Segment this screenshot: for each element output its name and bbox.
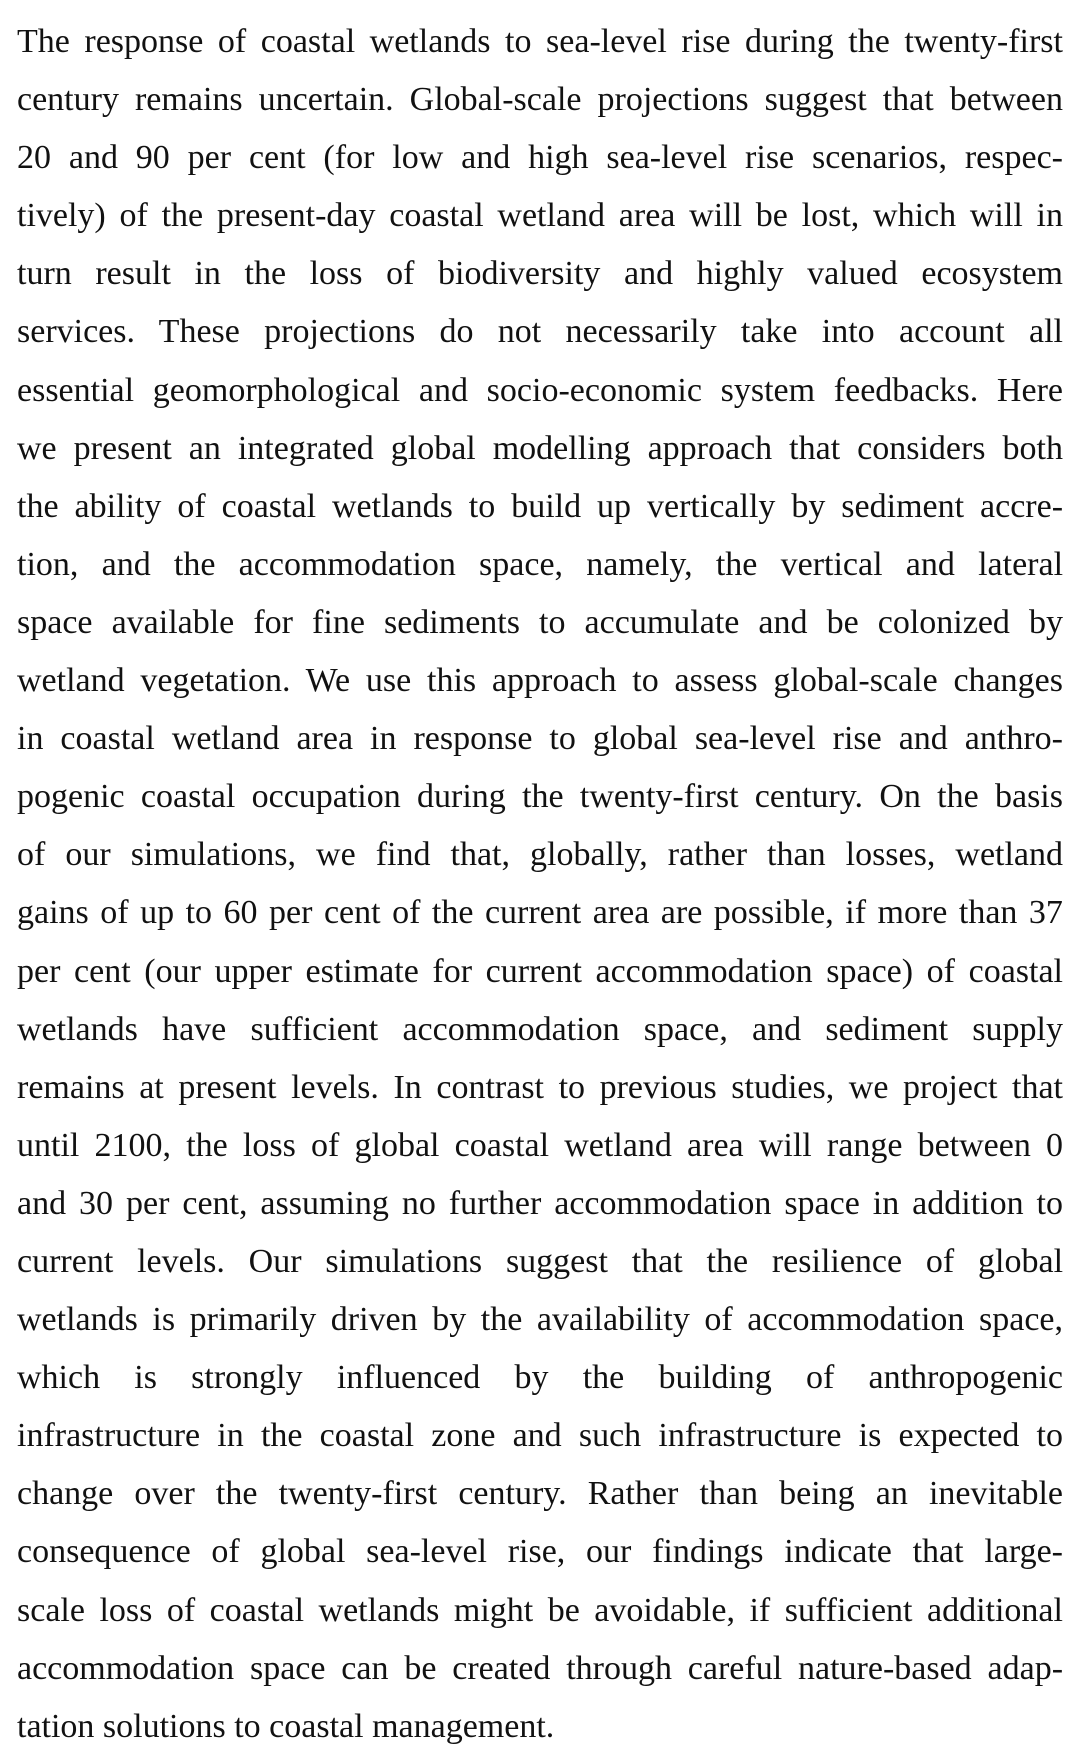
text-line: 20 and 90 per cent (for low and high sea-level rise scenarios, respec-	[17, 139, 1063, 177]
text-line: The response of coastal wetlands to sea-level rise during the twenty-first	[17, 23, 1063, 60]
text-line: in coastal wetland area in response to global sea-level rise and anthro-	[17, 720, 1063, 758]
text-line: consequence of global sea-level rise, our findings indicate that large-	[17, 1533, 1063, 1571]
text-line: we present an integrated global modelling approach that considers both	[17, 429, 1063, 467]
text-line: current levels. Our simulations suggest that the resilience of global	[17, 1242, 1063, 1280]
text-line: per cent (our upper estimate for current accommodation space) of coastal	[17, 952, 1063, 990]
text-line: essential geomorphological and socio-economic system feedbacks. Here	[17, 371, 1063, 409]
text-line: wetlands have sufficient accommodation space, and sediment supply	[17, 1010, 1063, 1048]
text-line: until 2100, the loss of global coastal wetland area will range between 0	[17, 1126, 1063, 1164]
text-line: wetland vegetation. We use this approach to assess global-scale changes	[17, 662, 1063, 700]
text-line: gains of up to 60 per cent of the current area are possible, if more than 37	[17, 894, 1063, 932]
text-line: which is strongly influenced by the building of anthropogenic	[17, 1359, 1063, 1397]
text-line: space available for fine sediments to accumulate and be colonized by	[17, 603, 1063, 641]
text-line: tion, and the accommodation space, namely, the vertical and lateral	[17, 545, 1063, 583]
text-line: infrastructure in the coastal zone and such infrastructure is expected to	[17, 1417, 1063, 1455]
text-line: scale loss of coastal wetlands might be avoidable, if sufficient additional	[17, 1591, 1063, 1629]
text-line: tively) of the present-day coastal wetland area will be lost, which will in	[17, 197, 1063, 235]
text-line: accommodation space can be created through careful nature-based adap-	[17, 1649, 1063, 1687]
text-line: tation solutions to coastal management.	[17, 1707, 555, 1745]
text-line: century remains uncertain. Global-scale projections suggest that between	[17, 81, 1063, 119]
text-line: services. These projections do not necessarily take into account all	[17, 313, 1063, 351]
text-line: pogenic coastal occupation during the twenty-first century. On the basis	[17, 778, 1063, 816]
text-line: of our simulations, we find that, globally, rather than losses, wetland	[17, 836, 1063, 874]
text-line: wetlands is primarily driven by the availability of accommodation space,	[17, 1301, 1063, 1339]
text-line: the ability of coastal wetlands to build up vertically by sediment accre-	[17, 487, 1063, 525]
text-line: turn result in the loss of biodiversity and highly valued ecosystem	[17, 255, 1063, 293]
abstract-paragraph	[17, 13, 1063, 1756]
text-line: remains at present levels. In contrast to previous studies, we project that	[17, 1068, 1063, 1106]
text-line: change over the twenty-first century. Rather than being an inevitable	[17, 1475, 1063, 1513]
text-line: and 30 per cent, assuming no further accommodation space in addition to	[17, 1184, 1063, 1222]
